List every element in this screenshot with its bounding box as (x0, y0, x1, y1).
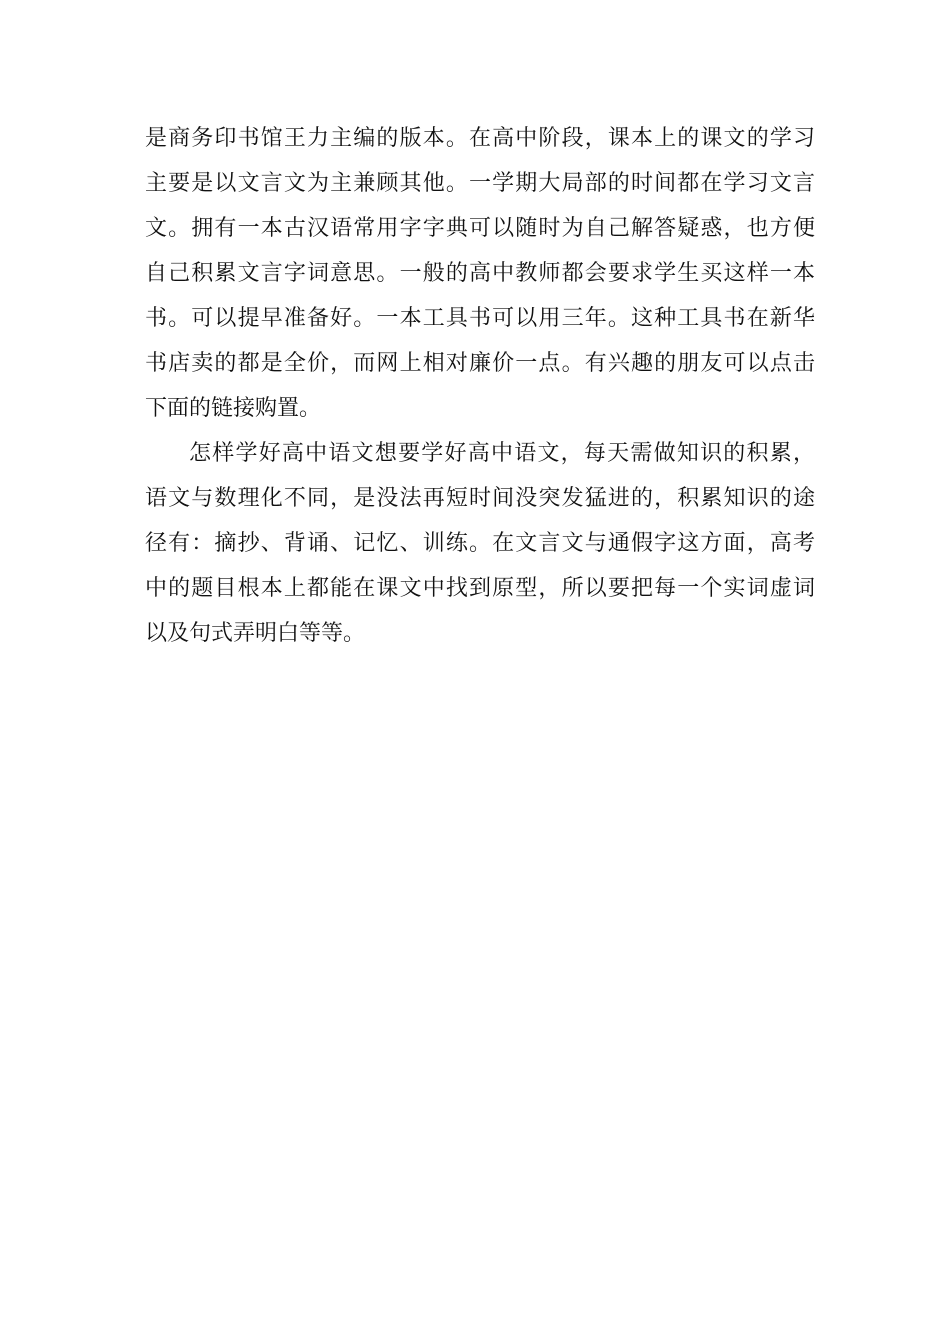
text-line: 自己积累文言字词意思。一般的高中教师都会要求学生买这样一本 (145, 261, 815, 286)
text-line: 下面的链接购置。 (145, 396, 322, 421)
text-line: 主要是以文言文为主兼顾其他。一学期大局部的时间都在学习文言 (145, 171, 815, 196)
text-line: 是商务印书馆王力主编的版本。在高中阶段，课本上的课文的学习 (145, 126, 815, 151)
text-line: 怎样学好高中语文想要学好高中语文，每天需做知识的积累， (189, 441, 815, 466)
text-line: 语文与数理化不同，是没法再短时间没突发猛进的，积累知识的途 (145, 486, 815, 511)
text-line: 以及句式弄明白等等。 (145, 621, 366, 646)
text-line: 文。拥有一本古汉语常用字字典可以随时为自己解答疑惑，也方便 (145, 216, 815, 241)
body-text (145, 116, 815, 656)
text-line: 书。可以提早准备好。一本工具书可以用三年。这种工具书在新华 (145, 306, 815, 331)
paragraph-2 (145, 431, 815, 656)
text-line: 径有：摘抄、背诵、记忆、训练。在文言文与通假字这方面，高考 (145, 531, 815, 556)
paragraph-1 (145, 116, 815, 431)
text-line: 书店卖的都是全价，而网上相对廉价一点。有兴趣的朋友可以点击 (145, 351, 815, 376)
text-line: 中的题目根本上都能在课文中找到原型，所以要把每一个实词虚词 (145, 576, 815, 601)
